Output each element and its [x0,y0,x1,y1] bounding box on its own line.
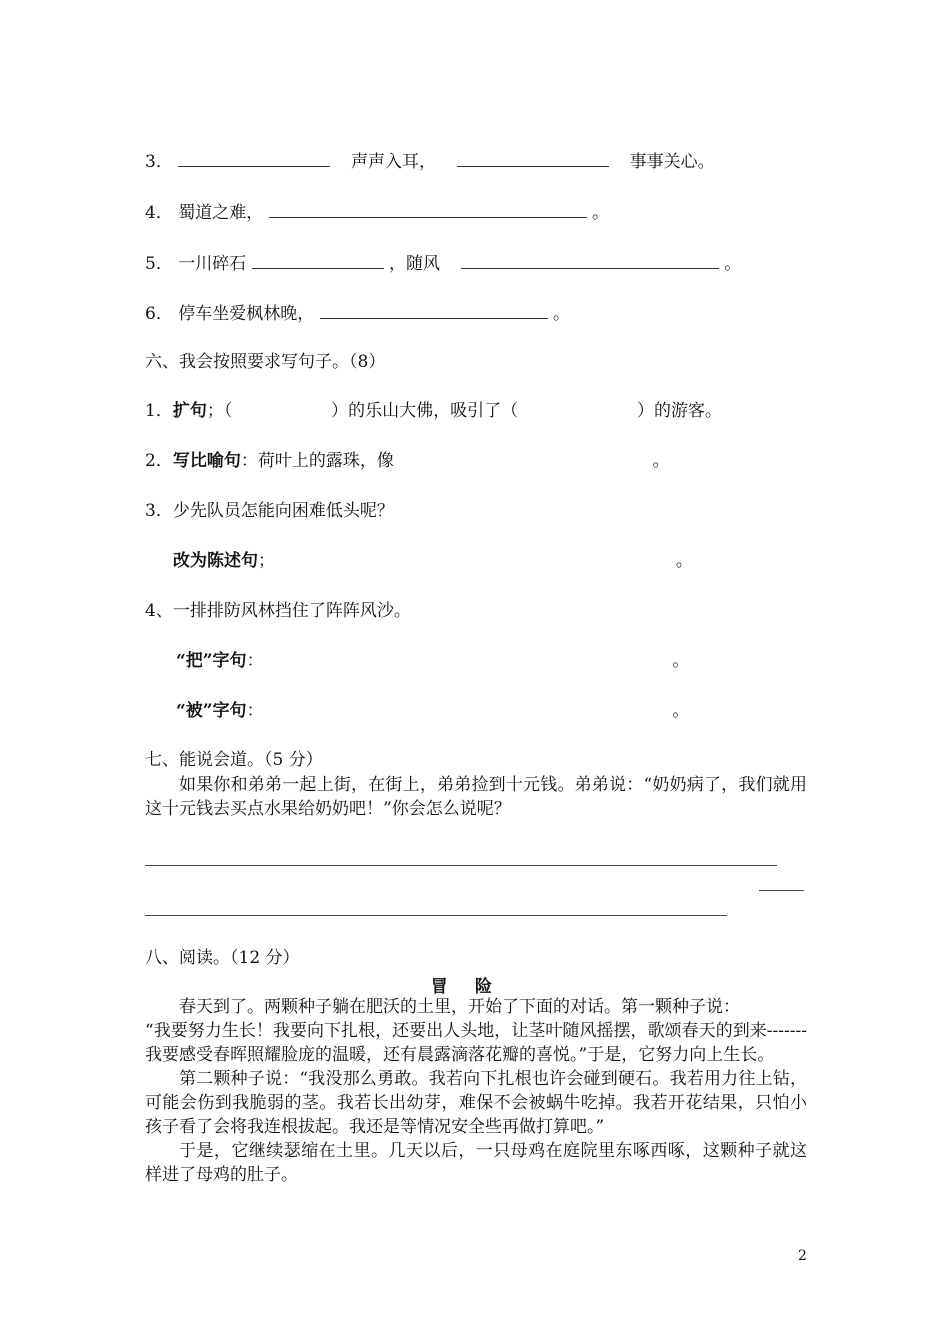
item-text: 事事关心。 [629,152,715,172]
answer-line[interactable] [145,865,777,866]
passage-paragraph: 第二颗种子说：“我没那么勇敢。我若向下扎根也许会碰到硬石。我若用力往上钻，可能会伤到我脆弱的茎。我若长出幼芽，难保不会被蜗牛吃掉。我若开花结果，只怕小孩子看了会将我连根拔起。我还是等情况安全些再做打算吧。” [145,1069,807,1137]
item-number: 2． [145,451,173,471]
fill-item-4 [145,201,609,224]
section-6-heading: 六、我会按照要求写句子。（8） [145,352,386,372]
item-label: “被”字句 [176,701,247,721]
s6-item-3: 3．少先队员怎能向困难低头呢？ [145,501,394,521]
item-label: “把”字句 [176,651,247,671]
fill-item-6 [145,302,570,325]
page-number: 2 [798,1248,807,1264]
item-text: 声声入耳， [351,152,437,172]
fill-item-5 [145,252,741,275]
answer-blank[interactable] [178,150,330,167]
item-number: 6． [145,304,173,324]
s6-item-1: 1．扩句；（ ）的乐山大佛，吸引了（ ）的游客。 [145,401,722,421]
item-label: 扩句 [172,401,207,421]
item-number: 5． [145,254,173,274]
item-number: 4、 [145,601,173,621]
s6-item-4-bei: “被”字句： 。 [176,701,690,721]
reading-title: 冒险 [430,977,520,997]
answer-blank[interactable] [461,252,719,269]
item-number: 3． [145,152,173,172]
answer-blank[interactable] [269,201,587,218]
passage-paragraph: 春天到了。两颗种子躺在肥沃的土里，开始了下面的对话。第一颗种子说： [179,997,740,1017]
item-number: 4． [145,203,173,223]
s6-item-4-ba: “把”字句： 。 [176,651,690,671]
answer-blank[interactable] [252,252,384,269]
fill-item-3 [145,150,715,173]
item-text: 蜀道之难， [178,203,264,223]
item-end: 。 [592,203,610,223]
passage-paragraph: 于是，它继续瑟缩在土里。几天以后，一只母鸡在庭院里东啄西啄，这颗种子就这样进了母鸡的肚子。 [145,1141,807,1185]
item-number: 1． [145,401,173,421]
item-text: 停车坐爱枫林晚， [178,304,315,324]
item-end: 。 [553,304,571,324]
item-number: 3． [145,501,173,521]
section-7-heading: 七、能说会道。（5 分） [145,750,323,770]
item-text: 一川碎石 [178,254,247,274]
answer-line[interactable] [145,915,727,916]
reading-passage [145,995,807,1187]
item-end: 。 [724,254,742,274]
item-label: 改为陈述句 [173,551,258,571]
answer-blank[interactable] [457,150,609,167]
item-text: ，随风 [389,254,441,274]
s6-item-4: 4、一排排防风林挡住了阵阵风沙。 [145,601,411,621]
s6-item-3-rewrite: 改为陈述句； 。 [173,551,693,571]
passage-paragraph: “我要努力生长！我要向下扎根，还要出人头地，让茎叶随风摇摆，歌颂春天的到来-------我要感受春晖照耀脸庞的温暖，还有晨露滴落花瓣的喜悦。”于是，它努力向上生长。 [145,1021,807,1065]
s6-item-2: 2．写比喻句：荷叶上的露珠，像 。 [145,451,670,471]
answer-line[interactable] [759,890,804,891]
answer-blank[interactable] [320,302,548,319]
section-8-heading: 八、阅读。（12 分） [145,948,300,968]
section-7-prompt: 如果你和弟弟一起上街，在街上，弟弟捡到十元钱。弟弟说：“奶奶病了，我们就用这十元钱去买点水果给奶奶吧！”你会怎么说呢？ [145,775,807,819]
item-label: 写比喻句 [172,451,241,471]
